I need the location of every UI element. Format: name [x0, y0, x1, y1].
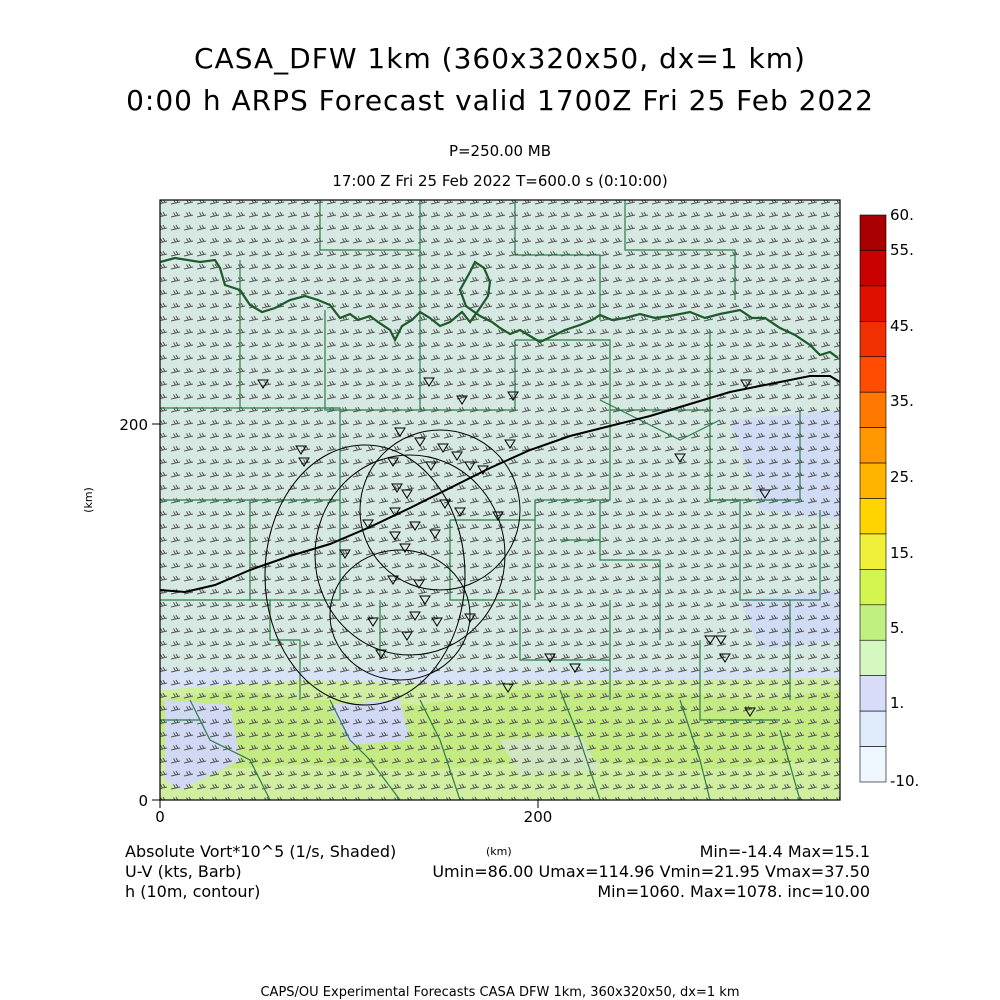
- colorbar-swatch: [860, 569, 886, 604]
- legend-field-vorticity: Absolute Vort*10^5 (1/s, Shaded): [125, 842, 397, 861]
- colorbar-label: 1.: [890, 694, 905, 712]
- x-axis-label: (km): [486, 845, 512, 858]
- legend-field-height: h (10m, contour): [125, 882, 261, 901]
- legend-stats-vorticity: Min=-14.4 Max=15.1: [699, 842, 870, 861]
- x-tick-0: 0: [155, 808, 165, 826]
- colorbar-label: 5.: [890, 619, 905, 637]
- legend-stats-height: Min=1060. Max=1078. inc=10.00: [597, 882, 870, 901]
- legend-field-wind: U-V (kts, Barb): [125, 862, 242, 881]
- title-line-1: CASA_DFW 1km (360x320x50, dx=1 km): [194, 42, 806, 75]
- colorbar-swatch: [860, 747, 886, 782]
- legend-stats-wind: Umin=86.00 Umax=114.96 Vmin=21.95 Vmax=37.50: [432, 862, 870, 881]
- colorbar-label: 45.: [890, 317, 914, 335]
- colorbar-label: 25.: [890, 468, 914, 486]
- colorbar-label: 15.: [890, 544, 914, 562]
- colorbar-swatch: [860, 250, 886, 285]
- colorbar-label: -10.: [890, 772, 920, 790]
- valid-time: 17:00 Z Fri 25 Feb 2022 T=600.0 s (0:10:00): [332, 172, 668, 190]
- colorbar-label: 60.: [890, 206, 914, 224]
- colorbar-swatch: [860, 392, 886, 427]
- title-line-2: 0:00 h ARPS Forecast valid 1700Z Fri 25 Feb 2022: [126, 84, 874, 117]
- colorbar-swatch: [860, 534, 886, 569]
- x-tick-200: 200: [523, 808, 553, 826]
- colorbar-swatch: [860, 357, 886, 392]
- colorbar-swatch: [860, 499, 886, 534]
- y-tick-0: 0: [138, 792, 148, 810]
- colorbar-swatch: [860, 605, 886, 640]
- colorbar-label: 55.: [890, 241, 914, 259]
- colorbar: [860, 206, 919, 790]
- colorbar-swatch: [860, 676, 886, 711]
- colorbar-swatch: [860, 215, 886, 250]
- pressure-level: P=250.00 MB: [448, 142, 552, 160]
- colorbar-swatch: [860, 711, 886, 746]
- y-tick-200: 200: [119, 416, 148, 434]
- y-axis-label: (km): [82, 487, 95, 513]
- credit-line: CAPS/OU Experimental Forecasts CASA DFW 1km, 360x320x50, dx=1 km: [260, 985, 740, 1000]
- colorbar-swatch: [860, 321, 886, 356]
- colorbar-swatch: [860, 286, 886, 321]
- colorbar-label: 35.: [890, 392, 914, 410]
- colorbar-swatch: [860, 463, 886, 498]
- colorbar-swatch: [860, 640, 886, 675]
- colorbar-swatch: [860, 428, 886, 463]
